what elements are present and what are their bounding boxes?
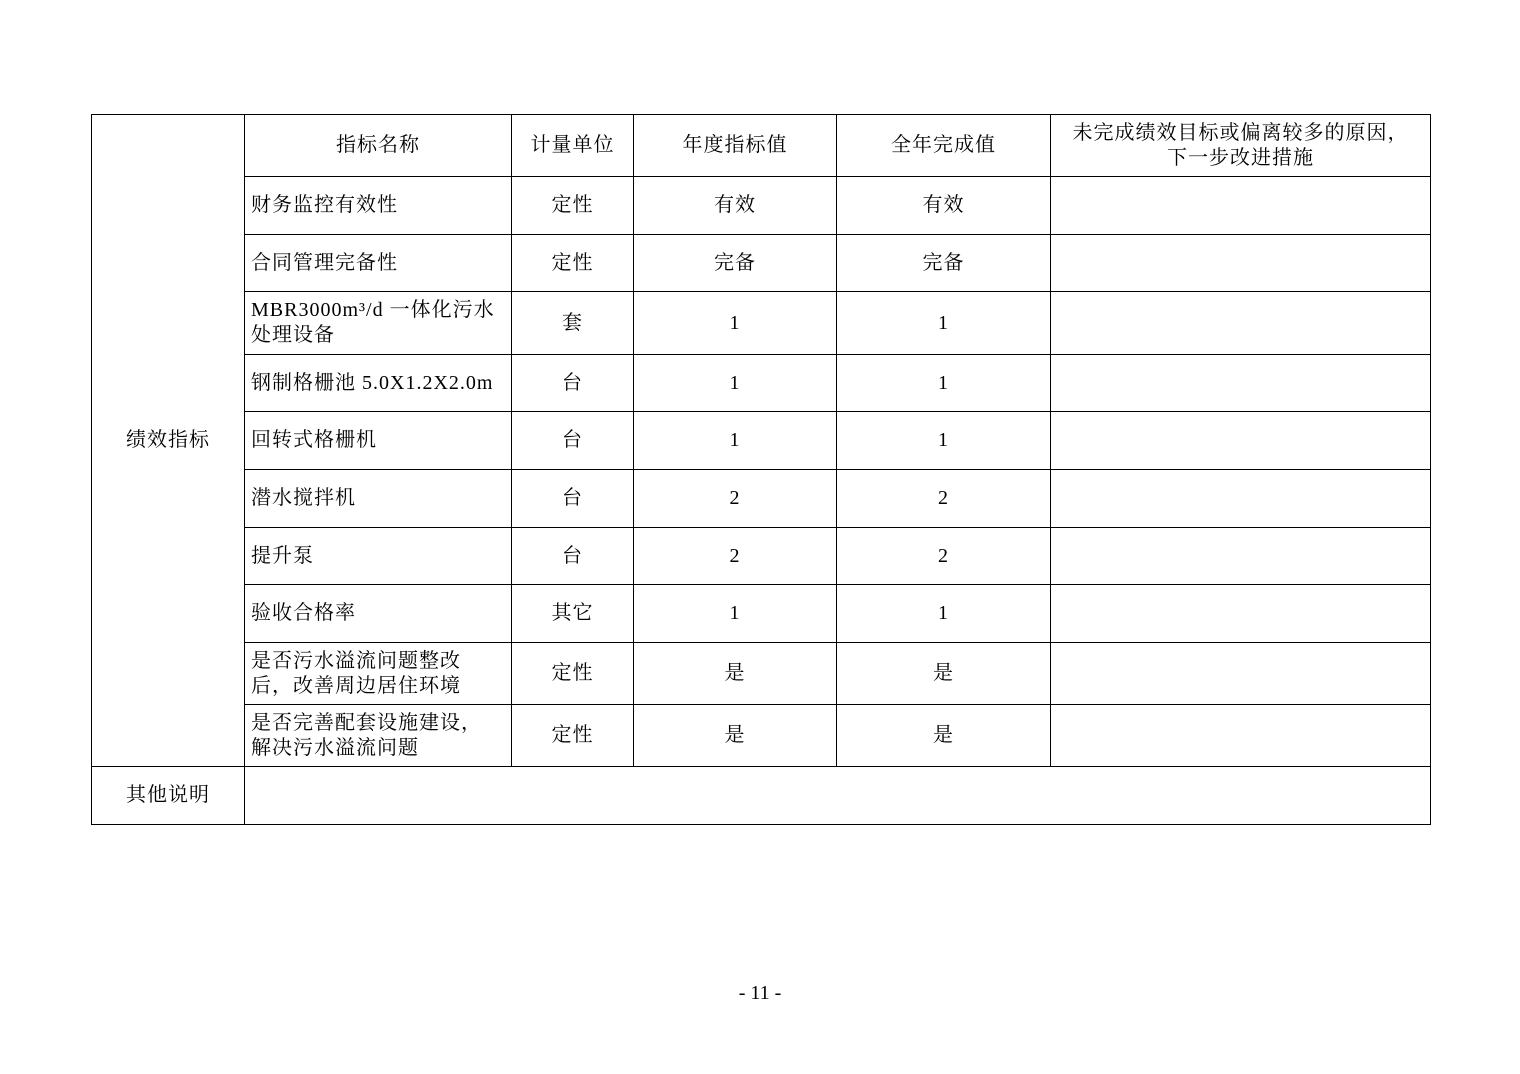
indicator-name-cell: 钢制格栅池 5.0X1.2X2.0m [245,355,512,412]
table-row [92,705,1431,767]
annual-target-cell: 完备 [634,235,837,292]
unit-cell: 台 [512,528,634,585]
table-row [92,528,1431,585]
indicator-name-cell: 是否完善配套设施建设， 解决污水溢流问题 [245,705,512,767]
indicator-name-cell: 财务监控有效性 [245,177,512,235]
unit-cell: 台 [512,412,634,470]
reason-cell [1051,585,1431,643]
annual-target-cell: 有效 [634,177,837,235]
table-row [92,585,1431,643]
other-notes-label: 其他说明 [92,767,245,825]
indicator-name-cell: 验收合格率 [245,585,512,643]
reason-cell [1051,412,1431,470]
unit-cell: 定性 [512,643,634,705]
unit-cell: 定性 [512,705,634,767]
performance-indicator-table [91,114,1431,825]
actual-value-cell: 1 [837,412,1051,470]
reason-cell [1051,528,1431,585]
header-indicator-name: 指标名称 [245,115,512,177]
annual-target-cell: 1 [634,292,837,355]
table-row [92,643,1431,705]
table-row [92,292,1431,355]
reason-cell [1051,705,1431,767]
header-unit: 计量单位 [512,115,634,177]
reason-cell [1051,235,1431,292]
reason-cell [1051,643,1431,705]
indicator-name-cell: 潜水搅拌机 [245,470,512,528]
annual-target-cell: 1 [634,412,837,470]
table-row [92,355,1431,412]
table-row [92,412,1431,470]
actual-value-cell: 2 [837,470,1051,528]
annual-target-cell: 是 [634,643,837,705]
unit-cell: 定性 [512,177,634,235]
reason-cell [1051,355,1431,412]
header-actual-value: 全年完成值 [837,115,1051,177]
unit-cell: 套 [512,292,634,355]
unit-cell: 台 [512,470,634,528]
header-annual-target: 年度指标值 [634,115,837,177]
indicator-name-cell: 回转式格栅机 [245,412,512,470]
actual-value-cell: 是 [837,705,1051,767]
actual-value-cell: 1 [837,585,1051,643]
indicator-name-cell: MBR3000m³/d 一体化污水 处理设备 [245,292,512,355]
annual-target-cell: 1 [634,585,837,643]
header-reason: 未完成绩效目标或偏离较多的原因， 下一步改进措施 [1051,115,1431,177]
section-label-cell: 绩效指标 [92,115,245,767]
annual-target-cell: 是 [634,705,837,767]
unit-cell: 其它 [512,585,634,643]
reason-cell [1051,177,1431,235]
actual-value-cell: 1 [837,355,1051,412]
reason-cell [1051,292,1431,355]
page-number: - 11 - [738,982,782,1004]
actual-value-cell: 是 [837,643,1051,705]
annual-target-cell: 2 [634,528,837,585]
other-notes-row [92,767,1431,825]
indicator-name-cell: 是否污水溢流问题整改 后，改善周边居住环境 [245,643,512,705]
unit-cell: 定性 [512,235,634,292]
actual-value-cell: 有效 [837,177,1051,235]
table-row [92,470,1431,528]
indicator-name-cell: 合同管理完备性 [245,235,512,292]
other-notes-cell [245,767,1431,825]
header-row [92,115,1431,177]
reason-cell [1051,470,1431,528]
actual-value-cell: 2 [837,528,1051,585]
table-row [92,235,1431,292]
annual-target-cell: 2 [634,470,837,528]
table-row [92,177,1431,235]
actual-value-cell: 完备 [837,235,1051,292]
indicator-name-cell: 提升泵 [245,528,512,585]
annual-target-cell: 1 [634,355,837,412]
actual-value-cell: 1 [837,292,1051,355]
unit-cell: 台 [512,355,634,412]
